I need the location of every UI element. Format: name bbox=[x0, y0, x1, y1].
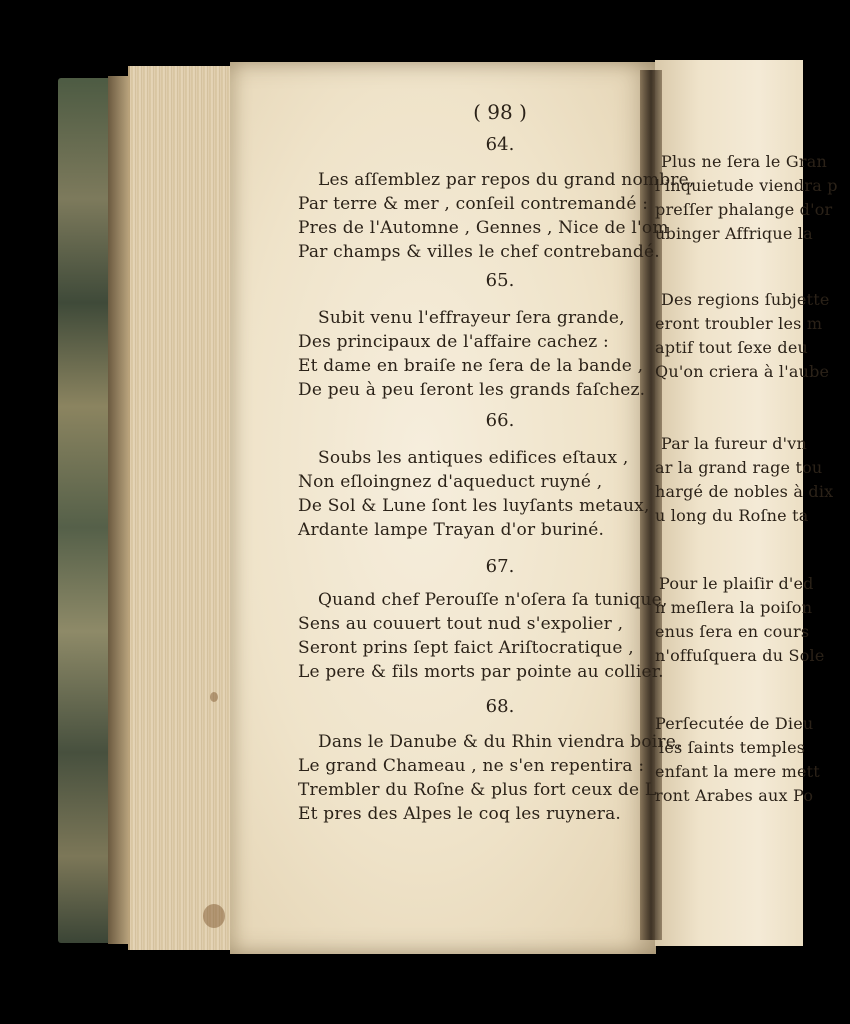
facing-line: aptif tout ſexe deu bbox=[655, 338, 809, 357]
foxing-stain bbox=[210, 692, 218, 702]
verse-line: Pres de l'Automne , Gennes , Nice de l'om bbox=[298, 218, 669, 238]
verse-line: Le grand Chameau , ne s'en repentira : bbox=[298, 756, 645, 776]
facing-line: Perſecutée de Dieu bbox=[655, 714, 814, 733]
facing-line: ubinger Affrique la bbox=[655, 224, 813, 243]
facing-line: preſſer phalange d'or bbox=[655, 200, 833, 219]
verse-line: Par terre & mer , conſeil contremandé : bbox=[298, 194, 649, 214]
facing-line: enfant la mere mett bbox=[655, 762, 820, 781]
facing-line: Des regions ſubjette bbox=[661, 290, 830, 309]
facing-line: Pour le plaiſir d'ed bbox=[659, 574, 814, 593]
facing-line: u long du Roſne ta bbox=[655, 506, 809, 525]
verse-line: Sens au couuert tout nud s'expolier , bbox=[298, 614, 624, 634]
verse-line: De Sol & Lune ſont les luyſants metaux, bbox=[298, 496, 650, 516]
facing-line: n'offuſquera du Sole bbox=[655, 646, 825, 665]
facing-line: n meſlera la poiſon bbox=[655, 598, 813, 617]
verse-line: Soubs les antiques edifices eſtaux , bbox=[318, 448, 629, 468]
verse-line: Le pere & fils morts par pointe au collier. bbox=[298, 662, 664, 682]
facing-line: ar la grand rage tou bbox=[655, 458, 823, 477]
stanza-number: 64. bbox=[485, 134, 515, 155]
verse-line: Trembler du Roſne & plus fort ceux de L bbox=[298, 780, 657, 800]
facing-line: l'inquietude viendra p bbox=[655, 176, 838, 195]
page-block-edges bbox=[128, 66, 234, 950]
facing-line: hargé de nobles à dix bbox=[655, 482, 834, 501]
verse-line: Seront prins ſept faict Ariſtocratique , bbox=[298, 638, 634, 658]
facing-line: Qu'on criera à l'aube bbox=[655, 362, 830, 381]
facing-line: enus ſera en cours bbox=[655, 622, 810, 641]
verse-line: Et pres des Alpes le coq les ruynera. bbox=[298, 804, 622, 824]
verse-line: Les aſſemblez par repos du grand nombre, bbox=[318, 170, 695, 190]
stanza-number: 68. bbox=[485, 696, 515, 717]
facing-line: ront Arabes aux Po bbox=[655, 786, 814, 805]
facing-line: eront troubler les m bbox=[655, 314, 823, 333]
facing-line: les ſaints temples bbox=[659, 738, 806, 757]
stanza-number: 65. bbox=[485, 270, 515, 291]
stanza-number: 67. bbox=[485, 556, 515, 577]
facing-line: Par la fureur d'vn bbox=[661, 434, 808, 453]
verse-line: Non eſloingnez d'aqueduct ruyné , bbox=[298, 472, 603, 492]
page-number: ( 98 ) bbox=[473, 100, 527, 124]
verse-line: Subit venu l'effrayeur ſera grande, bbox=[318, 308, 625, 328]
verse-line: De peu à peu ſeront les grands faſchez. bbox=[298, 380, 646, 400]
verse-line: Et dame en braiſe ne ſera de la bande , bbox=[298, 356, 644, 376]
verse-line: Par champs & villes le chef contrebandé. bbox=[298, 242, 660, 262]
verse-line: Quand chef Perouſſe n'oſera ſa tunique, bbox=[318, 590, 668, 610]
verse-line: Ardante lampe Trayan d'or buriné. bbox=[298, 520, 605, 540]
foxing-stain bbox=[203, 904, 225, 928]
facing-line: Plus ne ſera le Gran bbox=[661, 152, 827, 171]
verse-line: Dans le Danube & du Rhin viendra boire, bbox=[318, 732, 682, 752]
verse-line: Des principaux de l'affaire cachez : bbox=[298, 332, 609, 352]
stanza-number: 66. bbox=[485, 410, 515, 431]
facing-page-text bbox=[655, 60, 838, 946]
